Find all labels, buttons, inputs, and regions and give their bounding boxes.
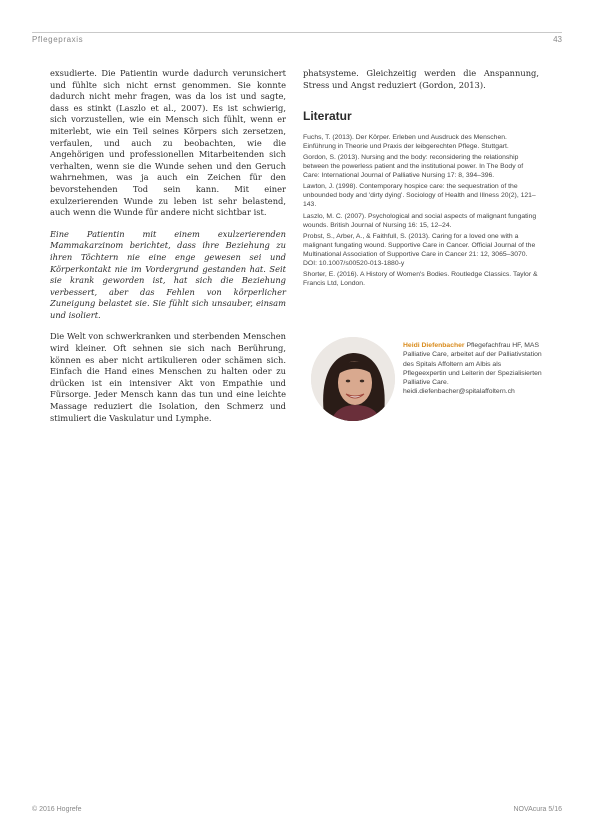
reference-item: Shorter, E. (2016). A History of Women's Bodies. Routledge Classics. Taylor & Francis Ltd, London.	[303, 271, 538, 288]
reference-item: Laszlo, M. C. (2007). Psychological and social aspects of malignant fungating wounds. British Journal of Nursing 16: 15, 12–24.	[303, 212, 537, 229]
journal-issue: NOVAcura 5/16	[513, 806, 562, 813]
author-info	[403, 341, 543, 397]
author-email[interactable]: heidi.diefenbacher@spitalaffoltern.ch	[403, 388, 515, 396]
reference-item: Lawton, J. (1998). Contemporary hospice care: the sequestration of the unbounded body and 'dirty dying'. Sociology of Health and Illness 20(2), 121–143.	[303, 183, 536, 209]
author-portrait-icon	[311, 337, 395, 421]
copyright: © 2016 Hogrefe	[32, 806, 82, 813]
page-number: 43	[553, 35, 562, 44]
literature-heading: Literatur	[303, 109, 352, 124]
reference-list	[303, 133, 539, 289]
running-header: Pflegepraxis	[32, 35, 84, 44]
author-photo	[311, 337, 395, 421]
reference-item: Gordon, S. (2013). Nursing and the body: reconsidering the relationship between the powerless patient and the institutional power. In The Body of Care: International Journal of Palliative Nursing 17: 8, 394–396.	[303, 153, 524, 180]
body-paragraph-continuation: phatsysteme. Gleichzeitig werden die Anspannung, Stress und Angst reduziert (Gordon, 2013).	[303, 68, 539, 90]
right-column	[303, 68, 539, 290]
author-name: Heidi Diefenbacher	[403, 342, 465, 349]
body-paragraph: Die Welt von schwerkranken und sterbenden Menschen wird kleiner. Oft sehnen sie sich nach Berührung, können es aber nicht artikulieren oder schämen sich. Einfach die Hand eines Menschen zu halten oder zu drücken ist ein intensiver Akt von Empathie und Fürsorge. Jeder Mensch kann das tun und eine leichte Massage reduziert die Isolation, den Schmerz und stimuliert die Vaskulatur und Lymphe.	[50, 331, 286, 423]
reference-item: Probst, S., Arber, A., & Faithfull, S. (2013). Caring for a loved one with a malignant fungating wound. Supportive Care in Cancer. Official Journal of the Multinational Association of Supportive Care in Cancer 21: 12, 3065–3070. DOI: 10.1007/s00520-013-1880-y	[303, 232, 536, 267]
author-box	[303, 337, 543, 432]
left-column	[50, 68, 286, 434]
author-bio: Pflegefachfrau HF, MAS Palliative Care, arbeitet auf der Palliativstation des Spitals Affoltern am Albis als Pflegeexpertin und Leiterin der Spezialisierten Palliative Care.	[403, 342, 542, 387]
reference-item: Fuchs, T. (2013). Der Körper. Erleben und Ausdruck des Menschen. Einführung in Theorie und Praxis der leibgerechten Pflege. Stuttgart.	[303, 133, 509, 150]
case-quote: Eine Patientin mit einem exulzerierenden Mammakarzinom berichtet, dass ihre Beziehung zu ihren Töchtern nie eine enge gewesen sei und Körperkontakt nie im Vordergrund gestanden hat. Seit sie krank geworden ist, hat sich die Beziehung verbessert, aber das Fehlen von körperlicher Zuneigung belastet sie. Sie fühlt sich unsauber, einsam und isoliert.	[50, 228, 286, 320]
body-paragraph: exsudierte. Die Patientin wurde dadurch verunsichert und fühlte sich nicht ernst genommen. Sie konnte dadurch nicht mehr fragen, was da los ist und sagte, dass es stinkt (Laszlo et al., 2007). Es ist schwierig, sich vorzustellen, wie ein Mensch sich fühlt, wenn er miterlebt, wie ein Teil seines Körpers sich zersetzen, verfaulen, und auch zu beobachten, wie die Angehörigen und professionellen Mitarbeitenden sich verhalten, wenn sie die Wunde sehen und den Geruch wahrnehmen, was ja auch ein Zeichen für den bevorstehenden Tod sein kann. Mit einer exulzerierenden Wunde zu leben ist sehr belastend, auch wenn die Wunde für andere nicht sichtbar ist.	[50, 68, 286, 218]
header-rule	[32, 32, 562, 33]
